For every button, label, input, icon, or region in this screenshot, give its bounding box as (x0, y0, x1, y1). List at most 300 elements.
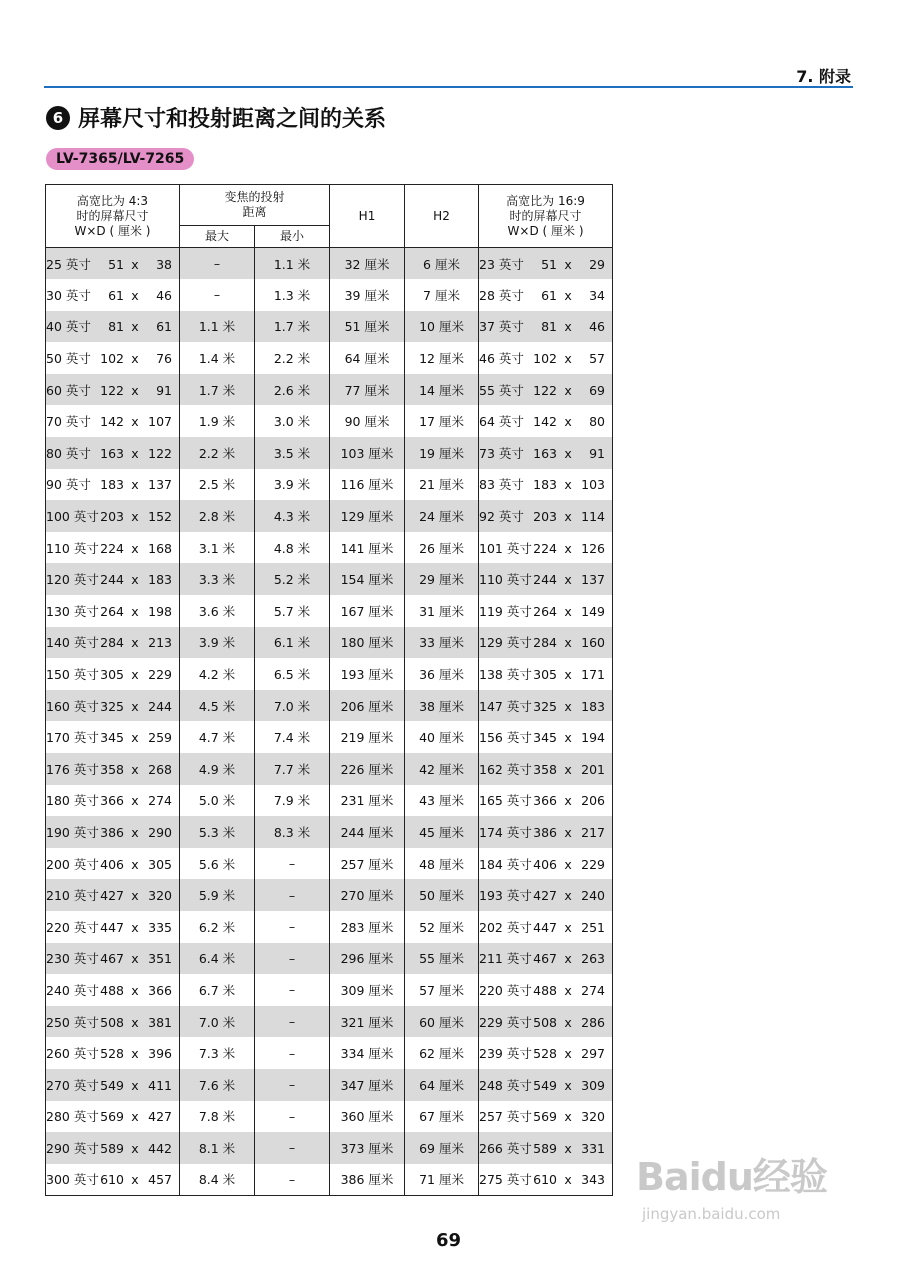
cell-width-43: 224 (100, 540, 124, 556)
cell-h2: 48 厘米 (405, 848, 479, 880)
cell-screen-43 (46, 1037, 180, 1069)
cell-width-43: 102 (100, 351, 124, 367)
cell-screen-169 (479, 500, 613, 532)
cell-zoom-min: 3.5 米 (255, 437, 330, 469)
cell-height-169: 343 (581, 1172, 606, 1188)
table-row (46, 279, 613, 311)
cell-zoom-min: 7.7 米 (255, 753, 330, 785)
times-sign: x (564, 1046, 572, 1062)
cell-screen-43 (46, 911, 180, 943)
cell-size-43: 300 英寸 (46, 1172, 99, 1188)
cell-h1: 154 厘米 (330, 563, 405, 595)
table-row (46, 1037, 613, 1069)
header-screen-size-169-line3: W×D ( 厘米 ) (507, 223, 584, 238)
cell-screen-169 (479, 1101, 613, 1133)
cell-width-169: 244 (533, 572, 558, 588)
cell-size-43: 170 英寸 (46, 730, 99, 746)
times-sign: x (564, 1077, 572, 1093)
cell-size-169: 174 英寸 (479, 824, 532, 840)
cell-h2: 17 厘米 (405, 405, 479, 437)
cell-height-169: 149 (581, 603, 606, 619)
cell-h1: 321 厘米 (330, 1006, 405, 1038)
cell-h1: 32 厘米 (330, 248, 405, 280)
cell-screen-43 (46, 879, 180, 911)
cell-width-43: 366 (100, 793, 124, 809)
times-sign: x (131, 477, 139, 493)
cell-h2: 45 厘米 (405, 816, 479, 848)
times-sign: x (131, 824, 139, 840)
header-screen-size-169 (479, 185, 613, 248)
cell-width-169: 610 (533, 1172, 558, 1188)
table-row (46, 1164, 613, 1196)
cell-screen-169 (479, 248, 613, 280)
cell-size-43: 250 英寸 (46, 1014, 99, 1030)
cell-size-169: 138 英寸 (479, 667, 532, 683)
times-sign: x (564, 1140, 572, 1156)
cell-size-169: 55 英寸 (479, 382, 524, 398)
cell-screen-169 (479, 469, 613, 501)
cell-h1: 347 厘米 (330, 1069, 405, 1101)
cell-zoom-max: 6.2 米 (180, 911, 255, 943)
table-row (46, 816, 613, 848)
cell-height-169: 251 (581, 919, 606, 935)
cell-size-169: 211 英寸 (479, 951, 532, 967)
cell-zoom-max: 5.6 米 (180, 848, 255, 880)
cell-zoom-max: 1.1 米 (180, 311, 255, 343)
cell-zoom-min: 8.3 米 (255, 816, 330, 848)
cell-width-43: 122 (100, 382, 124, 398)
cell-size-43: 230 英寸 (46, 951, 99, 967)
times-sign: x (564, 445, 572, 461)
cell-zoom-max: 1.4 米 (180, 342, 255, 374)
cell-height-43: 61 (156, 319, 172, 335)
times-sign: x (564, 982, 572, 998)
cell-height-169: 320 (581, 1109, 606, 1125)
cell-zoom-min: 1.1 米 (255, 248, 330, 280)
cell-screen-43 (46, 690, 180, 722)
cell-zoom-min: 1.3 米 (255, 279, 330, 311)
cell-size-169: 147 英寸 (479, 698, 532, 714)
cell-size-43: 150 英寸 (46, 667, 99, 683)
times-sign: x (564, 287, 572, 303)
cell-height-169: 46 (589, 319, 606, 335)
cell-size-169: 92 英寸 (479, 509, 524, 525)
cell-size-169: 129 英寸 (479, 635, 532, 651)
cell-width-43: 345 (100, 730, 124, 746)
cell-screen-43 (46, 563, 180, 595)
cell-screen-169 (479, 627, 613, 659)
cell-height-169: 29 (589, 256, 606, 272)
cell-zoom-max: 7.0 米 (180, 1006, 255, 1038)
cell-height-169: 103 (581, 477, 606, 493)
table-row (46, 658, 613, 690)
cell-zoom-min: 7.9 米 (255, 785, 330, 817)
cell-screen-43 (46, 974, 180, 1006)
header-h2: H2 (405, 185, 479, 248)
cell-size-43: 210 英寸 (46, 888, 99, 904)
cell-h2: 40 厘米 (405, 721, 479, 753)
cell-h1: 244 厘米 (330, 816, 405, 848)
cell-width-43: 610 (100, 1172, 124, 1188)
header-zoom-distance-line1: 变焦的投射 (224, 190, 285, 204)
cell-size-43: 90 英寸 (46, 477, 91, 493)
cell-screen-169 (479, 1006, 613, 1038)
cell-width-43: 589 (100, 1140, 124, 1156)
cell-zoom-max: 4.2 米 (180, 658, 255, 690)
times-sign: x (131, 982, 139, 998)
cell-height-43: 457 (148, 1172, 172, 1188)
cell-height-43: 38 (156, 256, 172, 272)
cell-width-43: 244 (100, 572, 124, 588)
times-sign: x (131, 540, 139, 556)
times-sign: x (564, 319, 572, 335)
header-zoom-max: 最大 (180, 226, 255, 248)
cell-zoom-min: – (255, 848, 330, 880)
cell-screen-169 (479, 785, 613, 817)
cell-width-43: 488 (100, 982, 124, 998)
cell-width-43: 163 (100, 445, 124, 461)
cell-zoom-min: 3.0 米 (255, 405, 330, 437)
cell-size-169: 23 英寸 (479, 256, 524, 272)
cell-zoom-max: 1.9 米 (180, 405, 255, 437)
times-sign: x (564, 667, 572, 683)
cell-width-169: 122 (533, 382, 558, 398)
table-row (46, 911, 613, 943)
cell-h2: 71 厘米 (405, 1164, 479, 1196)
cell-width-43: 51 (108, 256, 124, 272)
cell-zoom-max: 5.0 米 (180, 785, 255, 817)
cell-zoom-max: 3.1 米 (180, 532, 255, 564)
cell-width-169: 467 (533, 951, 558, 967)
cell-screen-169 (479, 342, 613, 374)
cell-screen-169 (479, 848, 613, 880)
times-sign: x (564, 888, 572, 904)
table-row (46, 1069, 613, 1101)
table-row (46, 785, 613, 817)
cell-h1: 334 厘米 (330, 1037, 405, 1069)
page-title: 屏幕尺寸和投射距离之间的关系 (78, 107, 387, 132)
cell-height-169: 274 (581, 982, 606, 998)
cell-h1: 296 厘米 (330, 943, 405, 975)
cell-height-169: 286 (581, 1014, 606, 1030)
cell-zoom-min: – (255, 1069, 330, 1101)
cell-size-169: 239 英寸 (479, 1046, 532, 1062)
cell-zoom-min: – (255, 1037, 330, 1069)
cell-width-169: 163 (533, 445, 558, 461)
header-zoom-distance (180, 185, 330, 226)
times-sign: x (131, 1046, 139, 1062)
cell-screen-169 (479, 690, 613, 722)
cell-screen-169 (479, 374, 613, 406)
cell-h1: 373 厘米 (330, 1132, 405, 1164)
cell-screen-169 (479, 279, 613, 311)
cell-h1: 77 厘米 (330, 374, 405, 406)
cell-zoom-min: – (255, 974, 330, 1006)
cell-h2: 43 厘米 (405, 785, 479, 817)
section-title (46, 102, 386, 133)
cell-height-43: 335 (148, 919, 172, 935)
cell-width-169: 325 (533, 698, 558, 714)
cell-height-43: 91 (156, 382, 172, 398)
table-body (46, 248, 613, 1196)
cell-size-43: 200 英寸 (46, 856, 99, 872)
times-sign: x (131, 856, 139, 872)
cell-size-169: 257 英寸 (479, 1109, 532, 1125)
cell-width-43: 386 (100, 824, 124, 840)
page-number: 69 (435, 1230, 462, 1251)
cell-zoom-min: 3.9 米 (255, 469, 330, 501)
cell-screen-169 (479, 1132, 613, 1164)
cell-zoom-min: – (255, 911, 330, 943)
table-row (46, 1101, 613, 1133)
cell-h1: 206 厘米 (330, 690, 405, 722)
times-sign: x (131, 1014, 139, 1030)
cell-width-169: 569 (533, 1109, 558, 1125)
cell-zoom-max: 6.4 米 (180, 943, 255, 975)
cell-height-43: 305 (148, 856, 172, 872)
cell-screen-43 (46, 469, 180, 501)
times-sign: x (564, 919, 572, 935)
header-screen-size-43-line2: 时的屏幕尺寸 (76, 208, 149, 223)
cell-screen-169 (479, 563, 613, 595)
cell-height-43: 46 (156, 287, 172, 303)
cell-height-169: 34 (589, 287, 606, 303)
cell-h2: 69 厘米 (405, 1132, 479, 1164)
cell-width-43: 203 (100, 509, 124, 525)
cell-width-43: 325 (100, 698, 124, 714)
cell-h2: 6 厘米 (405, 248, 479, 280)
cell-width-169: 183 (533, 477, 558, 493)
cell-h1: 90 厘米 (330, 405, 405, 437)
cell-height-43: 427 (148, 1109, 172, 1125)
cell-zoom-max: 5.9 米 (180, 879, 255, 911)
cell-zoom-max: 4.5 米 (180, 690, 255, 722)
times-sign: x (564, 856, 572, 872)
cell-h1: 167 厘米 (330, 595, 405, 627)
cell-h2: 26 厘米 (405, 532, 479, 564)
cell-width-169: 284 (533, 635, 558, 651)
cell-width-169: 61 (541, 287, 558, 303)
cell-height-169: 229 (581, 856, 606, 872)
cell-zoom-max: 2.2 米 (180, 437, 255, 469)
times-sign: x (131, 256, 139, 272)
cell-width-169: 406 (533, 856, 558, 872)
cell-size-43: 30 英寸 (46, 287, 91, 303)
times-sign: x (131, 919, 139, 935)
cell-width-169: 447 (533, 919, 558, 935)
cell-screen-43 (46, 721, 180, 753)
table-row (46, 627, 613, 659)
cell-zoom-max: 8.1 米 (180, 1132, 255, 1164)
cell-height-43: 290 (148, 824, 172, 840)
cell-zoom-max: 3.3 米 (180, 563, 255, 595)
cell-zoom-max: 5.3 米 (180, 816, 255, 848)
cell-screen-169 (479, 753, 613, 785)
times-sign: x (564, 382, 572, 398)
cell-h2: 33 厘米 (405, 627, 479, 659)
cell-height-169: 183 (581, 698, 606, 714)
cell-size-43: 280 英寸 (46, 1109, 99, 1125)
cell-zoom-max: 2.8 米 (180, 500, 255, 532)
cell-height-43: 229 (148, 667, 172, 683)
times-sign: x (564, 635, 572, 651)
cell-zoom-max: 1.7 米 (180, 374, 255, 406)
cell-screen-169 (479, 721, 613, 753)
cell-zoom-max: 2.5 米 (180, 469, 255, 501)
times-sign: x (564, 824, 572, 840)
cell-screen-43 (46, 1069, 180, 1101)
cell-h2: 55 厘米 (405, 943, 479, 975)
cell-size-169: 64 英寸 (479, 414, 524, 430)
cell-width-169: 203 (533, 509, 558, 525)
times-sign: x (564, 1109, 572, 1125)
table-row (46, 374, 613, 406)
cell-screen-43 (46, 405, 180, 437)
table-row (46, 753, 613, 785)
cell-zoom-min: – (255, 943, 330, 975)
cell-screen-43 (46, 595, 180, 627)
cell-size-169: 184 英寸 (479, 856, 532, 872)
cell-size-43: 40 英寸 (46, 319, 91, 335)
times-sign: x (564, 603, 572, 619)
header-screen-size-43-line1: 高宽比为 4:3 (76, 193, 149, 208)
cell-h1: 283 厘米 (330, 911, 405, 943)
cell-zoom-max: – (180, 248, 255, 280)
cell-screen-43 (46, 627, 180, 659)
cell-size-43: 80 英寸 (46, 445, 91, 461)
times-sign: x (564, 951, 572, 967)
cell-size-43: 220 英寸 (46, 919, 99, 935)
cell-zoom-max: 7.8 米 (180, 1101, 255, 1133)
cell-screen-43 (46, 816, 180, 848)
cell-width-43: 358 (100, 761, 124, 777)
cell-screen-43 (46, 1101, 180, 1133)
cell-h1: 231 厘米 (330, 785, 405, 817)
cell-size-43: 70 英寸 (46, 414, 91, 430)
cell-width-43: 549 (100, 1077, 124, 1093)
table-row (46, 1132, 613, 1164)
times-sign: x (131, 635, 139, 651)
cell-height-43: 168 (148, 540, 172, 556)
cell-height-169: 297 (581, 1046, 606, 1062)
cell-height-43: 381 (148, 1014, 172, 1030)
times-sign: x (131, 761, 139, 777)
cell-zoom-max: – (180, 279, 255, 311)
cell-height-43: 213 (148, 635, 172, 651)
cell-screen-43 (46, 1132, 180, 1164)
cell-h1: 219 厘米 (330, 721, 405, 753)
cell-width-169: 589 (533, 1140, 558, 1156)
cell-size-43: 120 英寸 (46, 572, 99, 588)
times-sign: x (564, 572, 572, 588)
cell-height-169: 126 (581, 540, 606, 556)
cell-size-43: 160 英寸 (46, 698, 99, 714)
cell-height-43: 244 (148, 698, 172, 714)
section-label: 7. 附录 (796, 67, 851, 86)
cell-size-169: 46 英寸 (479, 351, 524, 367)
cell-width-43: 569 (100, 1109, 124, 1125)
cell-height-169: 171 (581, 667, 606, 683)
cell-size-43: 176 英寸 (46, 761, 99, 777)
cell-height-43: 351 (148, 951, 172, 967)
cell-size-169: 162 英寸 (479, 761, 532, 777)
cell-zoom-min: 1.7 米 (255, 311, 330, 343)
cell-h2: 52 厘米 (405, 911, 479, 943)
cell-screen-169 (479, 1037, 613, 1069)
cell-h2: 36 厘米 (405, 658, 479, 690)
times-sign: x (564, 351, 572, 367)
cell-h1: 257 厘米 (330, 848, 405, 880)
cell-width-169: 488 (533, 982, 558, 998)
cell-height-43: 268 (148, 761, 172, 777)
cell-screen-43 (46, 1006, 180, 1038)
cell-h1: 129 厘米 (330, 500, 405, 532)
times-sign: x (564, 1014, 572, 1030)
cell-h2: 10 厘米 (405, 311, 479, 343)
times-sign: x (131, 698, 139, 714)
cell-zoom-min: – (255, 1006, 330, 1038)
cell-zoom-max: 8.4 米 (180, 1164, 255, 1196)
times-sign: x (564, 1172, 572, 1188)
cell-height-169: 80 (589, 414, 606, 430)
header-zoom-min: 最小 (255, 226, 330, 248)
cell-size-43: 290 英寸 (46, 1140, 99, 1156)
cell-size-169: 229 英寸 (479, 1014, 532, 1030)
times-sign: x (131, 1109, 139, 1125)
times-sign: x (564, 256, 572, 272)
times-sign: x (564, 793, 572, 809)
cell-screen-43 (46, 658, 180, 690)
header-zoom-distance-line2: 距离 (242, 205, 267, 219)
cell-height-43: 259 (148, 730, 172, 746)
cell-size-43: 60 英寸 (46, 382, 91, 398)
times-sign: x (131, 951, 139, 967)
cell-h2: 19 厘米 (405, 437, 479, 469)
cell-width-43: 508 (100, 1014, 124, 1030)
cell-zoom-min: 7.4 米 (255, 721, 330, 753)
times-sign: x (131, 319, 139, 335)
cell-size-169: 156 英寸 (479, 730, 532, 746)
cell-height-43: 396 (148, 1046, 172, 1062)
cell-zoom-max: 7.6 米 (180, 1069, 255, 1101)
cell-width-169: 508 (533, 1014, 558, 1030)
throw-distance-table (45, 184, 613, 1196)
cell-zoom-min: – (255, 1101, 330, 1133)
cell-h2: 57 厘米 (405, 974, 479, 1006)
cell-zoom-min: – (255, 879, 330, 911)
times-sign: x (131, 1172, 139, 1188)
cell-size-169: 101 英寸 (479, 540, 532, 556)
cell-zoom-max: 6.7 米 (180, 974, 255, 1006)
cell-height-169: 194 (581, 730, 606, 746)
table-row (46, 879, 613, 911)
cell-screen-43 (46, 943, 180, 975)
cell-width-43: 305 (100, 667, 124, 683)
cell-h2: 67 厘米 (405, 1101, 479, 1133)
cell-size-169: 83 英寸 (479, 477, 524, 493)
cell-screen-43 (46, 311, 180, 343)
cell-zoom-min: – (255, 1132, 330, 1164)
cell-width-169: 366 (533, 793, 558, 809)
cell-screen-43 (46, 374, 180, 406)
cell-width-169: 224 (533, 540, 558, 556)
cell-h2: 62 厘米 (405, 1037, 479, 1069)
cell-height-169: 206 (581, 793, 606, 809)
cell-screen-169 (479, 911, 613, 943)
cell-h2: 7 厘米 (405, 279, 479, 311)
cell-width-43: 406 (100, 856, 124, 872)
times-sign: x (131, 382, 139, 398)
